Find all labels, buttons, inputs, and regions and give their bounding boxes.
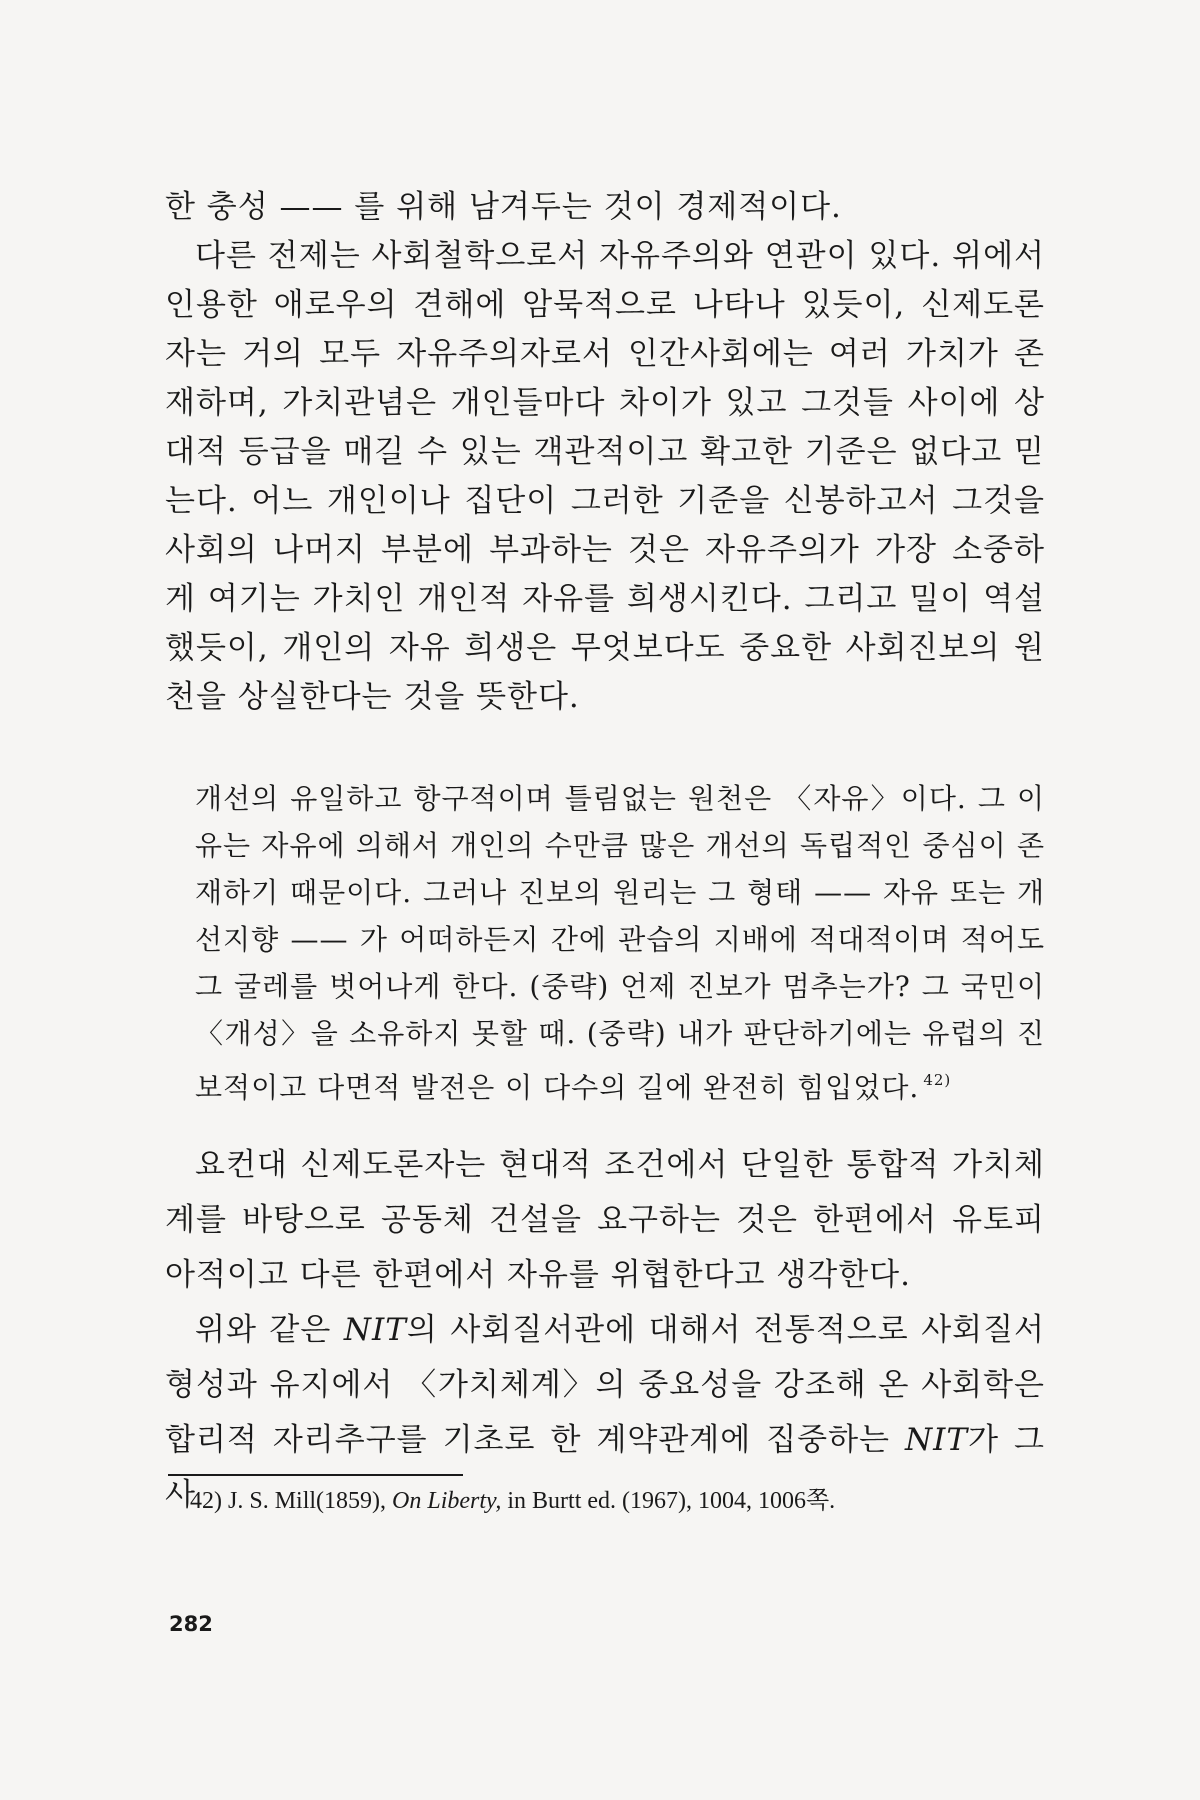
nit-term-2: NIT [905, 1422, 969, 1458]
paragraph-3: 요컨대 신제도론자는 현대적 조건에서 단일한 통합적 가치체계를 바탕으로 공동체 건설을 요구하는 것은 한편에서 유토피아적이고 다른 한편에서 자유를 위협한다고 생각한다. [165, 1147, 1045, 1293]
main-text-top [165, 183, 1045, 722]
quote-text [195, 775, 1045, 1111]
footnote-divider [168, 1474, 463, 1476]
footnote-ref: 42) [923, 1071, 952, 1089]
footnote-rest: in Burtt ed. (1967), 1004, 1006쪽. [507, 1488, 836, 1514]
paragraph-4-part-2: 의 사회질서관에 대해서 전통적으로 사회질서 형성과 유지에서 〈가치체계〉의 중요성을 강조해 온 사회학은 합리적 자리추구를 기초로 한 계약관계에 집중하는 [165, 1312, 1045, 1458]
footnote-author: J. S. Mill(1859), [228, 1488, 387, 1514]
footnote-title: On Liberty, [392, 1488, 502, 1514]
paragraph-4-part-3: 가 그 사 [165, 1422, 1045, 1513]
quote-body: 개선의 유일하고 항구적이며 틀림없는 원천은 〈자유〉이다. 그 이유는 자유에 의해서 개인의 수만큼 많은 개선의 독립적인 중심이 존재하기 때문이다. 그러나 진보의 원리는 그 형태 —— 자유 또는 개선지향 —— 가 어떠하든지 간에 관습의 지배에 적대적이며 적어도 그 굴레를 벗어나게 한다. (중략) 언제 진보가 멈추는가? 그 국민이 〈개성〉을 소유하지 못할 때. (중략) 내가 판단하기에는 유럽의 진보적이고 다면적 발전은 이 다수의 길에 완전히 힘입었다. [195, 782, 1045, 1104]
nit-term-1: NIT [343, 1312, 407, 1348]
paragraph-2: 다른 전제는 사회철학으로서 자유주의와 연관이 있다. 위에서 인용한 애로우의 견해에 암묵적으로 나타나 있듯이, 신제도론자는 거의 모두 자유주의자로서 인간사회에는 여러 가치가 존재하며, 가치관념은 개인들마다 차이가 있고 그것들 사이에 상대적 등급을 매길 수 있는 객관적이고 확고한 기준은 없다고 믿는다. 어느 개인이나 집단이 그러한 기준을 신봉하고서 그것을 사회의 나머지 부분에 부과하는 것은 자유주의가 가장 소중하게 여기는 가치인 개인적 자유를 희생시킨다. 그리고 밀이 역설했듯이, 개인의 자유 희생은 무엇보다도 중요한 사회진보의 원천을 상실한다는 것을 뜻한다. [165, 238, 1045, 715]
footnote [190, 1484, 1050, 1518]
block-quote [195, 775, 1045, 1111]
paragraph-4-part-1: 위와 같은 [195, 1312, 344, 1348]
main-text-bottom [165, 1138, 1045, 1523]
page-number: 282 [169, 1612, 213, 1636]
footnote-number: 42) [190, 1488, 222, 1514]
paragraph-1: 한 충성 —— 를 위해 남겨두는 것이 경제적이다. [165, 189, 842, 225]
